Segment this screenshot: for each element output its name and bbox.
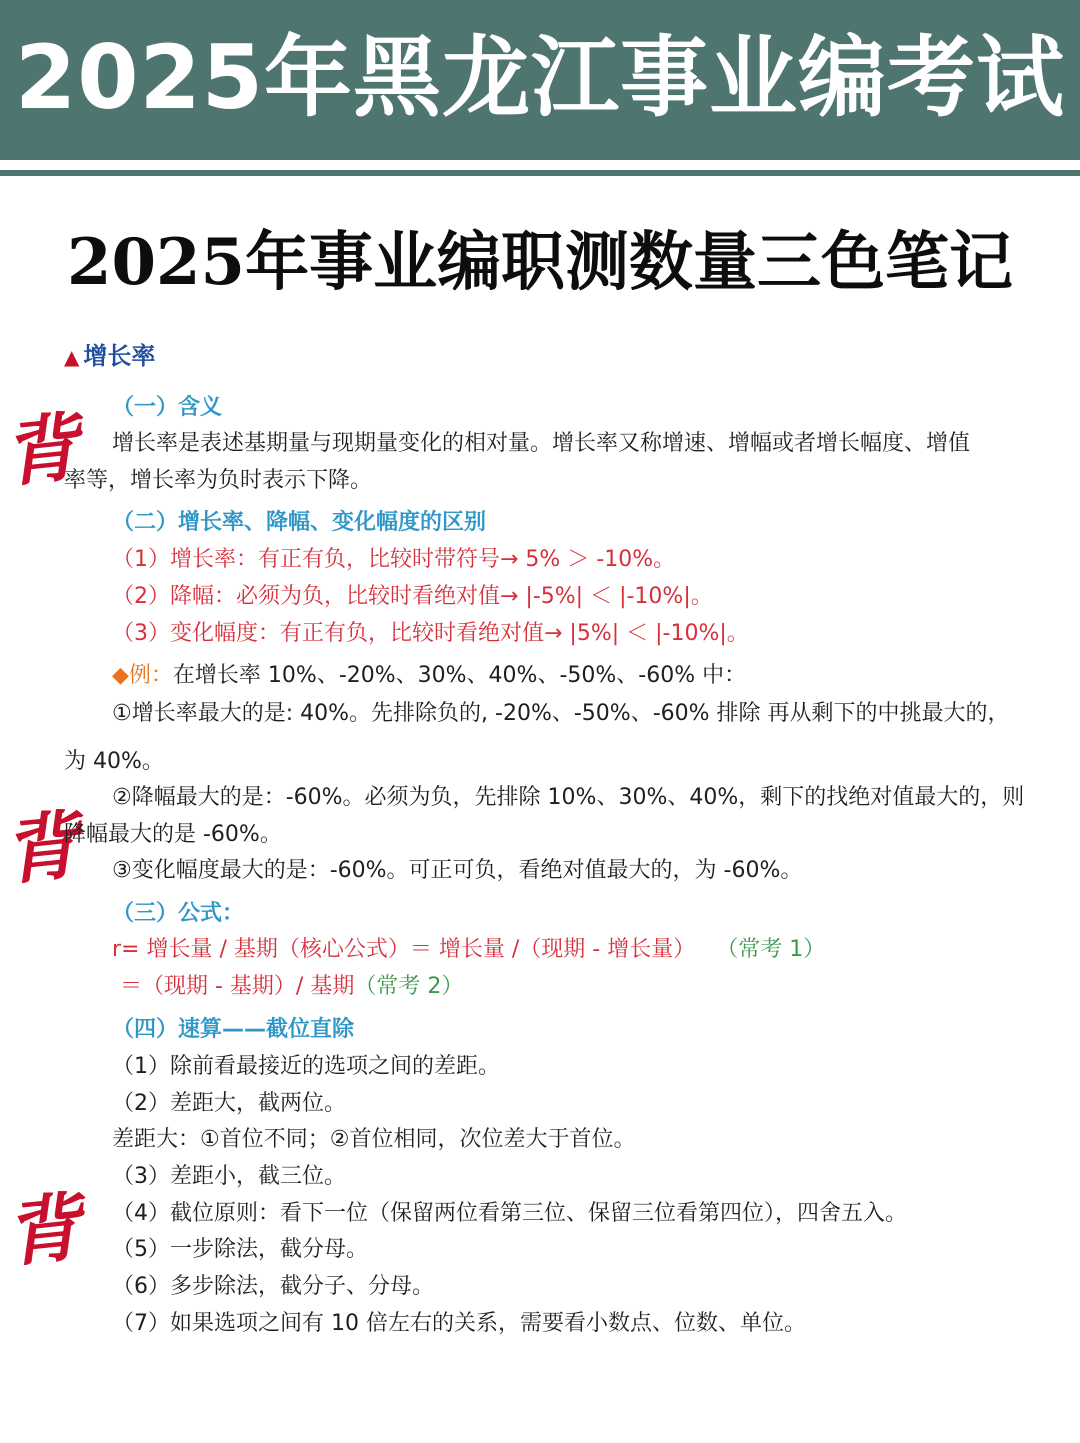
part2-item-3: （3）变化幅度：有正有负，比较时看绝对值→ |5%| ＜ |-10%|。	[112, 621, 749, 646]
part4-line-5: （4）截位原则：看下一位（保留两位看第三位、保留三位看第四位），四舍五入。	[112, 1201, 907, 1226]
header-banner	[0, 0, 1080, 160]
margin-mark-1: 背	[0, 404, 83, 498]
formula-1-text: r= 增长量 / 基期（核心公式）＝ 增长量 /（现期 - 增长量）	[112, 937, 696, 962]
part4-line-7: （6）多步除法，截分子、分母。	[112, 1274, 434, 1299]
part2-item-1: （1）增长率：有正有负，比较时带符号→ 5% ＞ -10%。	[112, 547, 676, 572]
formula-2-text: ＝（现期 - 基期）/ 基期	[120, 974, 355, 999]
part1-heading: （一）含义	[112, 395, 223, 420]
formula-1-note: （常考 1）	[716, 937, 826, 962]
example-text: 在增长率 10%、-20%、30%、40%、-50%、-60% 中：	[172, 663, 747, 688]
part3-heading: （三）公式：	[112, 901, 245, 926]
formula-2-note: （常考 2）	[354, 974, 464, 999]
example-line	[112, 660, 746, 692]
margin-mark-2: 背	[0, 802, 83, 896]
example-2-line1: ②降幅最大的是：-60%。必须为负，先排除 10%、30%、40%，剩下的找绝对值最大的，则	[112, 785, 1025, 810]
example-2-line2: 降幅最大的是 -60%。	[64, 822, 282, 847]
part4-line-6: （5）一步除法，截分母。	[112, 1237, 368, 1262]
example-label: ◆例：	[112, 663, 173, 688]
section-heading-text: 增长率	[83, 342, 156, 370]
part4-line-4: （3）差距小，截三位。	[112, 1164, 346, 1189]
part4-line-1: （1）除前看最接近的选项之间的差距。	[112, 1054, 500, 1079]
part1-text-line1: 增长率是表述基期量与现期量变化的相对量。增长率又称增速、增幅或者增长幅度、增值	[112, 431, 971, 456]
formula-1	[112, 934, 825, 966]
part4-line-8: （7）如果选项之间有 10 倍左右的关系，需要看小数点、位数、单位。	[112, 1311, 806, 1336]
formula-2	[120, 971, 463, 1003]
part2-item-2: （2）降幅：必须为负，比较时看绝对值→ |-5%| ＜ |-10%|。	[112, 584, 713, 609]
part4-line-2: （2）差距大，截两位。	[112, 1091, 346, 1116]
part1-text-line2: 率等，增长率为负时表示下降。	[64, 468, 373, 493]
part4-heading: （四）速算——截位直除	[112, 1017, 355, 1042]
part2-heading: （二）增长率、降幅、变化幅度的区别	[112, 510, 487, 535]
example-1-line2: 为 40%。	[64, 749, 164, 774]
page-title: 2025年事业编职测数量三色笔记	[66, 225, 1014, 300]
divider-teal	[0, 170, 1080, 176]
triangle-icon: ▲	[64, 345, 80, 369]
banner-title: 2025年黑龙江事业编考试	[15, 26, 1065, 129]
example-3: ③变化幅度最大的是：-60%。可正可负，看绝对值最大的，为 -60%。	[112, 858, 803, 883]
divider-white	[0, 160, 1080, 168]
margin-mark-3: 背	[1, 1184, 85, 1278]
part4-line-3: 差距大：①首位不同；②首位相同，次位差大于首位。	[112, 1127, 636, 1152]
example-1-line1: ①增长率最大的是: 40%。先排除负的, -20%、-50%、-60% 排除 再从剩下的中挑最大的，	[112, 701, 1010, 726]
section-heading	[64, 340, 155, 373]
